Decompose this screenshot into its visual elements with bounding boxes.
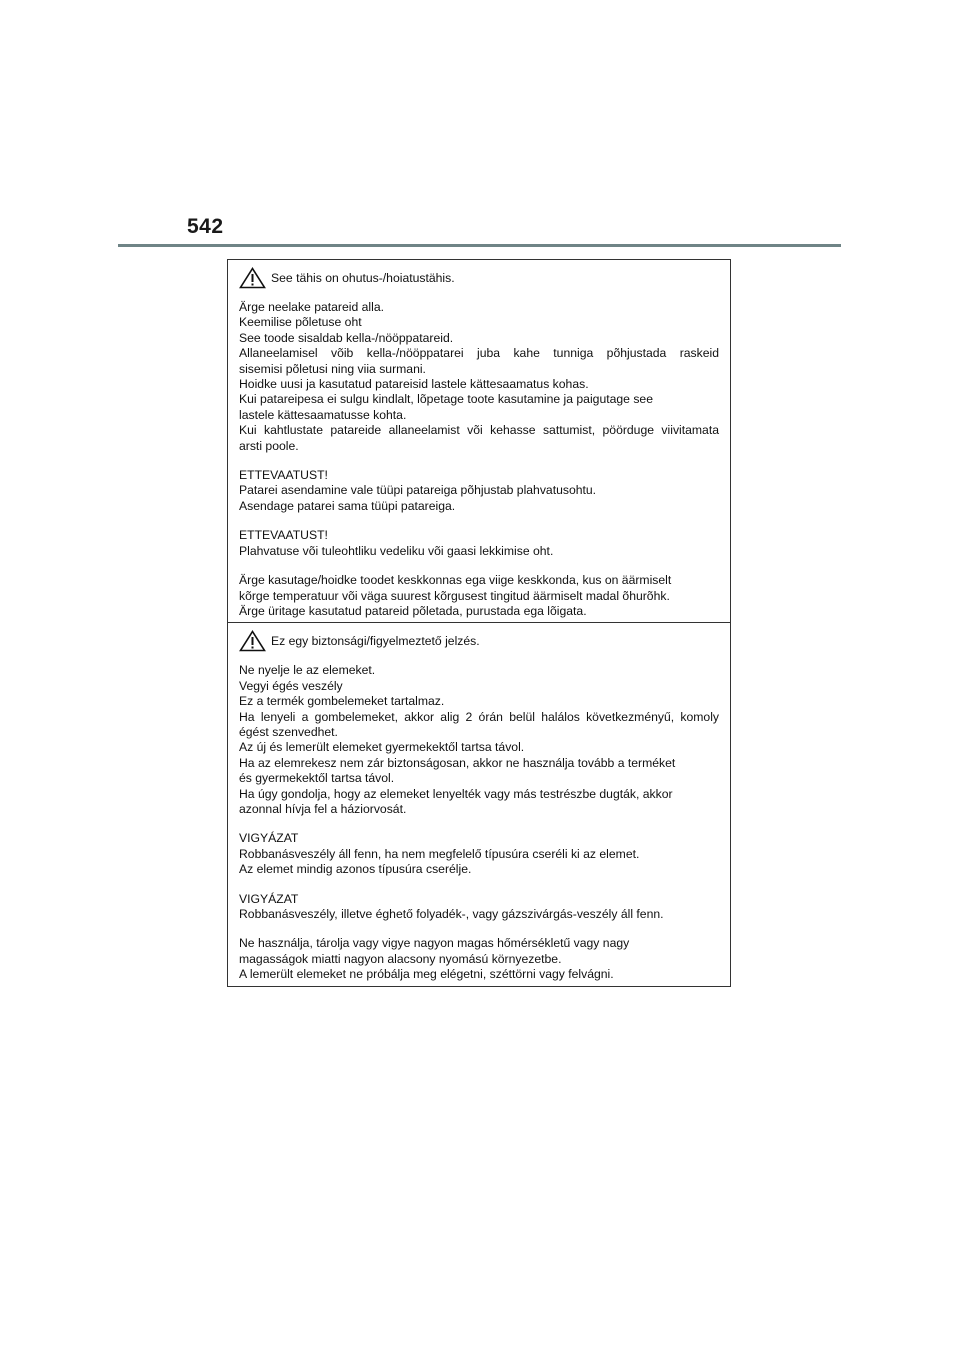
warning-section-hungarian [228, 622, 730, 985]
text-line: Kui patareipesa ei sulgu kindlalt, lõpetage toote kasutamine ja paigutage see [239, 392, 653, 407]
section-heading [239, 267, 719, 289]
caution-label: VIGYÁZAT [239, 891, 299, 906]
text-line: See toode sisaldab kella-/nööppatareid. [239, 330, 454, 345]
text-line: magasságok miatti nagyon alacsony nyomású környezetbe. [239, 951, 562, 966]
text-line: égést szenvedhet. [239, 724, 338, 739]
text-line: Kui kahtlustate patareide allaneelamist või kehasse sattumist, pöörduge viivitamata [239, 423, 719, 438]
caution-label: ETTEVAATUST! [239, 468, 328, 483]
text-line: Robbanásveszély, illetve éghető folyadék-, vagy gázszivárgás-veszély áll fenn. [239, 907, 664, 921]
text-line: Ez a termék gombelemeket tartalmaz. [239, 694, 445, 709]
text-line: azonnal hívja fel a háziorvosát. [239, 801, 407, 816]
paragraph [239, 573, 719, 619]
text-line: lastele kättesaamatusse kohta. [239, 407, 407, 422]
header-rule [118, 244, 841, 247]
text-line: sisemisi põletusi ning viia surmani. [239, 361, 426, 376]
text-line: Robbanásveszély áll fenn, ha nem megfelelő típusúra cseréli ki az elemet. [239, 846, 640, 861]
warning-section-estonian [228, 260, 730, 622]
text-line: Vegyi égés veszély [239, 678, 343, 693]
caution-label: ETTEVAATUST! [239, 528, 328, 543]
warning-heading: Ez egy biztonsági/figyelmeztető jelzés. [271, 634, 480, 649]
text-line: Hoidke uusi ja kasutatud patareisid lastele kättesaamatus kohas. [239, 377, 589, 392]
text-line: Allaneelamisel võib kella-/nööppatarei juba kahe tunniga põhjustada raskeid [239, 346, 719, 361]
text-line: A lemerült elemeket ne próbálja meg elégetni, széttörni vagy felvágni. [239, 967, 614, 982]
warning-heading: See tähis on ohutus-/hoiatustähis. [271, 271, 455, 285]
text-line: Ärge neelake patareid alla. [239, 300, 384, 314]
text-line: Az elemet mindig azonos típusúra cserélje. [239, 862, 472, 877]
caution-label: VIGYÁZAT [239, 831, 299, 846]
text-line: arsti poole. [239, 438, 299, 453]
section-heading [239, 630, 719, 652]
text-line: Az új és lemerült elemeket gyermekektől tartsa távol. [239, 740, 525, 755]
text-line: Ne használja, tárolja vagy vigye nagyon magas hőmérsékletű vagy nagy [239, 936, 630, 951]
text-line: Patarei asendamine vale tüüpi patareiga põhjustab plahvatusohtu. [239, 483, 597, 498]
text-line: és gyermekektől tartsa távol. [239, 771, 395, 786]
paragraph [239, 831, 719, 877]
paragraph [239, 528, 719, 559]
paragraph [239, 936, 719, 982]
paragraph [239, 892, 719, 923]
text-line: Keemilise põletuse oht [239, 315, 362, 330]
text-line: Ne nyelje le az elemeket. [239, 663, 376, 678]
text-line: Asendage patarei sama tüüpi patareiga. [239, 498, 456, 513]
text-line: Plahvatuse või tuleohtliku vedeliku või gaasi lekkimise oht. [239, 543, 554, 558]
paragraph [239, 663, 719, 817]
warning-triangle-icon [239, 630, 266, 652]
text-line: kõrge temperatuur või väga suurest kõrgusest tingitud äärmiselt madal õhurõhk. [239, 588, 670, 603]
text-line: Ha az elemrekesz nem zár biztonságosan, akkor ne használja tovább a terméket [239, 755, 676, 770]
page-number: 542 [187, 215, 224, 238]
text-line: Ha úgy gondolja, hogy az elemeket lenyelték vagy más testrészbe dugták, akkor [239, 786, 673, 801]
warning-triangle-icon [239, 267, 266, 289]
paragraph [239, 300, 719, 454]
text-line: Ärge üritage kasutatud patareid põletada, purustada ega lõigata. [239, 603, 587, 618]
battery-warning-box [227, 259, 731, 987]
paragraph [239, 468, 719, 514]
text-line: Ärge kasutage/hoidke toodet keskkonnas ega viige keskkonda, kus on äärmiselt [239, 573, 672, 588]
text-line: Ha lenyeli a gombelemeket, akkor alig 2 órán belül halálos következményű, komoly [239, 709, 719, 724]
